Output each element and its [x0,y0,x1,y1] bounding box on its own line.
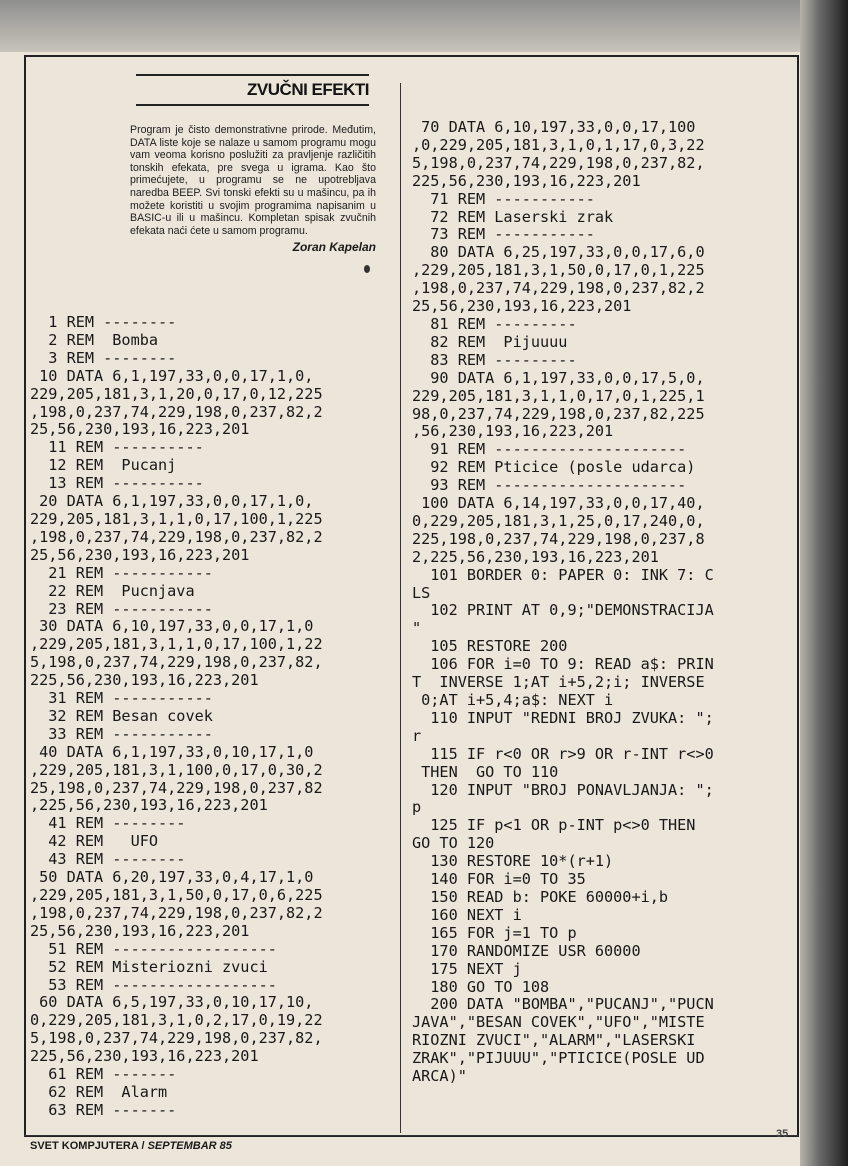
footer-rule [24,1135,799,1136]
code-line: 175 NEXT j [412,959,522,978]
code-line: 92 REM Pticice (posle udarca) [412,458,696,477]
code-line: " [412,619,422,638]
code-line: 225,56,230,193,16,223,201 [30,671,259,690]
code-line: GO TO 120 [412,834,495,853]
code-line: ,229,205,181,3,1,100,0,17,0,30,2 [30,760,323,779]
code-line: 0;AT i+5,4;a$: NEXT i [412,691,614,709]
code-line: 225,56,230,193,16,223,201 [412,171,641,190]
code-line: 130 RESTORE 10*(r+1) [412,852,614,871]
footer-magazine: SVET KOMPJUTERA / [30,1140,148,1152]
code-line: 200 DATA "BOMBA","PUCANJ","PUCN [412,995,714,1014]
code-line: 61 REM ------- [30,1065,177,1084]
code-line: 93 REM --------------------- [412,476,687,495]
code-line: 80 DATA 6,25,197,33,0,0,17,6,0 [412,243,705,262]
article-author: Zoran Kapelan [292,240,376,254]
code-line: 31 REM ----------- [30,689,213,708]
code-line: RIOZNI ZVUCI","ALARM","LASERSKI [412,1031,696,1050]
code-line: 180 GO TO 108 [412,977,550,996]
title-rule-bottom [136,104,369,106]
code-line: 102 PRINT AT 0,9;"DEMONSTRACIJA [412,601,714,620]
footer [30,1140,232,1152]
code-line: 12 REM Pucanj [30,456,177,475]
code-line: 165 FOR j=1 TO p [412,923,577,942]
code-line: 25,56,230,193,16,223,201 [30,420,250,439]
code-line: 225,198,0,237,74,229,198,0,237,8 [412,529,705,548]
code-line: 1 REM -------- [30,313,177,331]
code-line: 25,56,230,193,16,223,201 [30,921,250,940]
code-line: 82 REM Pijuuuu [412,332,568,351]
code-line: THEN GO TO 110 [412,762,559,781]
code-line: 90 DATA 6,1,197,33,0,0,17,5,0, [412,368,705,387]
code-line: 110 INPUT "REDNI BROJ ZVUKA: "; [412,708,714,727]
code-line: 170 RANDOMIZE USR 60000 [412,941,641,960]
code-line: 106 FOR i=0 TO 9: READ a$: PRIN [412,655,714,674]
code-line: 125 IF p<1 OR p-INT p<>0 THEN [412,816,696,835]
code-line: 13 REM ---------- [30,474,204,493]
code-line: 120 INPUT "BROJ PONAVLJANJA: "; [412,780,714,799]
code-line: 41 REM -------- [30,814,186,833]
code-line: ,229,205,181,3,1,50,0,17,0,6,225 [30,886,323,904]
page-edge-shadow [800,0,848,1166]
code-line: r [412,726,422,745]
code-line: 2,225,56,230,193,16,223,201 [412,547,659,566]
code-line: 101 BORDER 0: PAPER 0: INK 7: C [412,565,714,584]
footer-issue: SEPTEMBAR 85 [147,1140,232,1152]
code-line: 51 REM ------------------ [30,939,277,958]
code-line: ,198,0,237,74,229,198,0,237,82,2 [30,527,323,546]
code-line: 40 DATA 6,1,197,33,0,10,17,1,0 [30,742,314,761]
code-line: 81 REM --------- [412,314,577,333]
code-line: 5,198,0,237,74,229,198,0,237,82, [412,153,705,172]
code-line: 53 REM ------------------ [30,975,277,994]
top-shadow [0,0,818,52]
code-line: ,198,0,237,74,229,198,0,237,82,2 [412,279,705,298]
code-line: 70 DATA 6,10,197,33,0,0,17,100 [412,118,696,136]
code-line: ,229,205,181,3,1,50,0,17,0,1,225 [412,261,705,280]
code-line: 32 REM Besan covek [30,706,213,725]
code-line: 23 REM ----------- [30,599,213,618]
code-line: 2 REM Bomba [30,330,159,349]
code-line: 33 REM ----------- [30,724,213,743]
code-line: 100 DATA 6,14,197,33,0,0,17,40, [412,494,705,513]
code-line: 115 IF r<0 OR r>9 OR r-INT r<>0 [412,744,714,763]
article-intro: Program je čisto demonstrativne prirode. Međutim, DATA liste koje se nalaze u samom programu mogu vam veoma korisno poslužiti za pravljenje različitih tonskih efekata, pre svega u igrama. Kao što primećujete, u programu se ne upotrebljava naredba BEEP. Svi tonski efekti su u mašincu, pa ih možete koristiti u svojim programima napisanim u BASIC-u ili u mašincu. Kompletan spisak zvučnih efekata naći ćete u samom programu. [130,124,376,237]
code-line: 42 REM UFO [30,832,159,851]
code-line: 150 READ b: POKE 60000+i,b [412,887,669,906]
ink-spot [364,265,370,273]
code-line: ,198,0,237,74,229,198,0,237,82,2 [30,903,323,922]
code-line: 140 FOR i=0 TO 35 [412,870,586,889]
code-line: 43 REM -------- [30,850,186,869]
code-line: T INVERSE 1;AT i+5,2;i; INVERSE [412,673,705,692]
code-line: 225,56,230,193,16,223,201 [30,1047,259,1066]
code-line: 83 REM --------- [412,350,577,369]
code-line: 98,0,237,74,229,198,0,237,82,225 [412,404,705,423]
code-line: 71 REM ----------- [412,189,595,208]
code-line: 229,205,181,3,1,1,0,17,100,1,225 [30,509,323,528]
code-line: 10 DATA 6,1,197,33,0,0,17,1,0, [30,366,314,385]
code-line: 25,198,0,237,74,229,198,0,237,82 [30,778,323,797]
code-line: 5,198,0,237,74,229,198,0,237,82, [30,653,323,672]
code-line: 60 DATA 6,5,197,33,0,10,17,10, [30,993,314,1012]
code-line: p [412,798,422,817]
code-line: 25,56,230,193,16,223,201 [412,297,632,316]
code-line: 21 REM ----------- [30,563,213,582]
code-line: LS [412,583,431,602]
code-line: 11 REM ---------- [30,438,204,457]
code-line: 52 REM Misteriozni zvuci [30,957,268,976]
code-line: 30 DATA 6,10,197,33,0,0,17,1,0 [30,617,314,636]
code-line: 62 REM Alarm [30,1082,168,1101]
code-line: 72 REM Laserski zrak [412,207,614,226]
code-line: 22 REM Pucnjava [30,581,195,600]
code-line: 20 DATA 6,1,197,33,0,0,17,1,0, [30,492,314,511]
article-title: ZVUČNI EFEKTI [247,80,369,99]
code-line: ,56,230,193,16,223,201 [412,422,614,441]
code-line: 0,229,205,181,3,1,0,2,17,0,19,22 [30,1011,323,1030]
listing-left-column [30,314,323,1120]
code-line: ,0,229,205,181,3,1,0,1,17,0,3,22 [412,135,705,154]
code-line: 5,198,0,237,74,229,198,0,237,82, [30,1029,323,1048]
code-line: 229,205,181,3,1,20,0,17,0,12,225 [30,384,323,403]
code-line: 25,56,230,193,16,223,201 [30,545,250,564]
code-line: JAVA","BESAN COVEK","UFO","MISTE [412,1013,705,1032]
code-line: 105 RESTORE 200 [412,637,568,656]
code-line: 63 REM ------- [30,1100,177,1119]
code-line: ,198,0,237,74,229,198,0,237,82,2 [30,402,323,421]
code-line: ,225,56,230,193,16,223,201 [30,796,268,815]
code-line: 73 REM ----------- [412,225,595,244]
code-line: 229,205,181,3,1,1,0,17,0,1,225,1 [412,386,705,405]
code-line: 3 REM -------- [30,348,177,367]
code-line: 0,229,205,181,3,1,25,0,17,240,0, [412,511,705,530]
listing-right-column [412,119,714,1086]
code-line: ,229,205,181,3,1,1,0,17,100,1,22 [30,635,323,654]
code-line: 91 REM --------------------- [412,440,687,459]
page-number: 35 [776,1128,789,1140]
code-line: 50 DATA 6,20,197,33,0,4,17,1,0 [30,868,314,887]
column-divider [400,83,401,1133]
code-line: 160 NEXT i [412,905,522,924]
code-line: ZRAK","PIJUUU","PTICICE(POSLE UD [412,1049,705,1068]
title-rule-top [136,74,369,76]
code-line: ARCA)" [412,1067,467,1086]
